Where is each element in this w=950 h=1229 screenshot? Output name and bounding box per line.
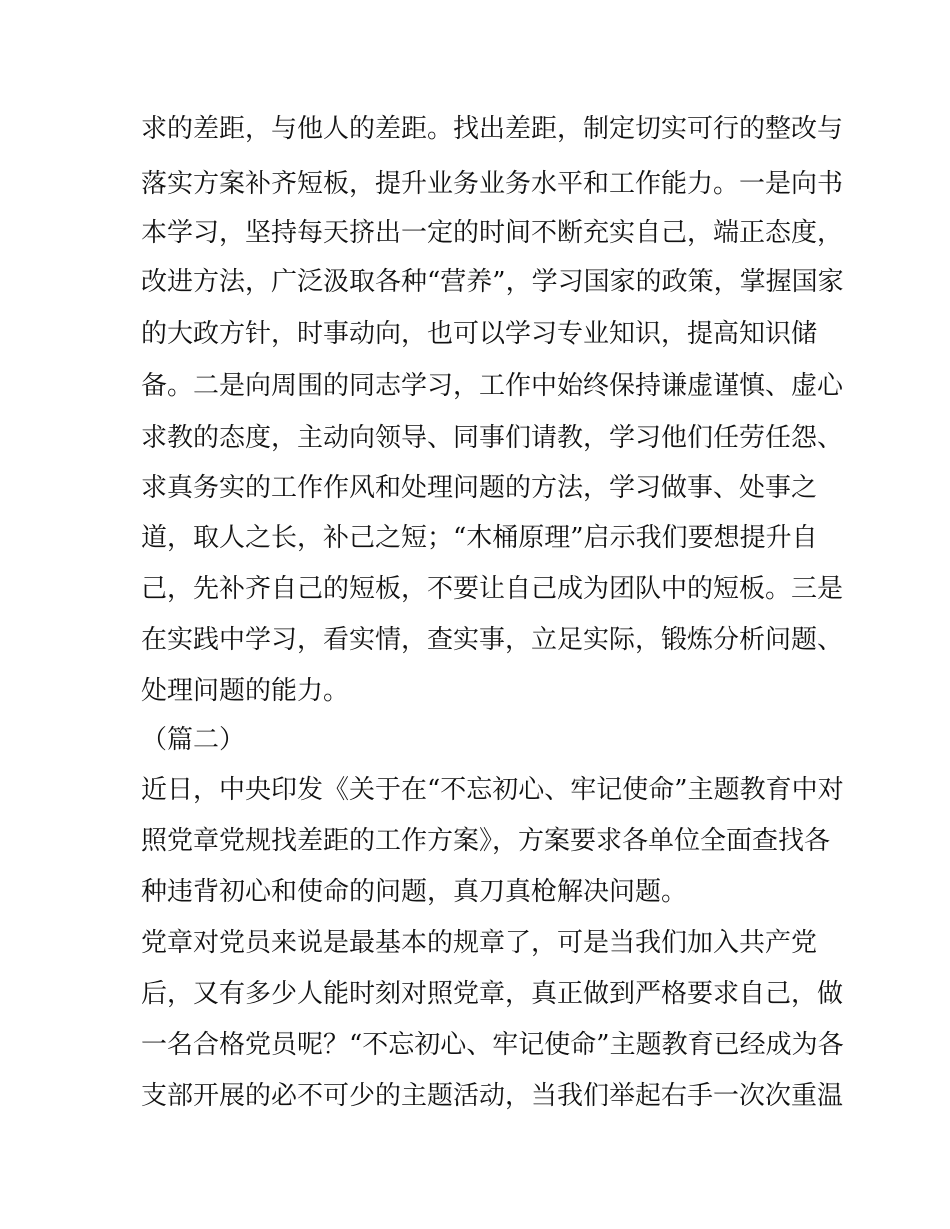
text-line: 道，取人之长，补己之短；“木桶原理”启示我们要想提升自	[141, 523, 818, 553]
text-line: 后，又有多少人能时刻对照党章，真正做到严格要求自己，做	[141, 979, 844, 1009]
text-line: 求教的态度，主动向领导、同事们请教，学习他们任劳任怨、	[141, 423, 844, 453]
text-line: 落实方案补齐短板，提升业务业务水平和工作能力。一是向书	[141, 169, 844, 199]
text-line: 改进方法，广泛汲取各种“营养”，学习国家的政策，掌握国家	[141, 267, 844, 297]
text-line: 求的差距，与他人的差距。找出差距，制定切实可行的整改与	[141, 114, 844, 144]
text-line: 本学习，坚持每天挤出一定的时间不断充实自己，端正态度，	[141, 218, 844, 248]
text-line: 处理问题的能力。	[141, 676, 350, 706]
text-line: 种违背初心和使命的问题，真刀真枪解决问题。	[141, 877, 688, 907]
text-line: 近日，中央印发《关于在“不忘初心、牢记使命”主题教育中对	[141, 775, 844, 805]
section-heading: （篇二）	[141, 725, 246, 755]
text-line: 求真务实的工作作风和处理问题的方法，学习做事、处事之	[141, 473, 818, 503]
text-line: 备。二是向周围的同志学习，工作中始终保持谦虚谨慎、虚心	[141, 371, 844, 401]
text-line: 己，先补齐自己的短板，不要让自己成为团队中的短板。三是	[141, 574, 844, 604]
text-line: 的大政方针，时事动向，也可以学习专业知识，提高知识储	[141, 319, 818, 349]
text-line: 在实践中学习，看实情，查实事，立足实际，锻炼分析问题、	[141, 625, 844, 655]
text-line: 支部开展的必不可少的主题活动，当我们举起右手一次次重温	[141, 1081, 844, 1111]
text-line: 照党章党规找差距的工作方案》，方案要求各单位全面查找各	[141, 826, 831, 856]
text-line: 一名合格党员呢？“不忘初心、牢记使命”主题教育已经成为各	[141, 1030, 844, 1060]
text-line: 党章对党员来说是最基本的规章了，可是当我们加入共产党	[141, 928, 818, 958]
